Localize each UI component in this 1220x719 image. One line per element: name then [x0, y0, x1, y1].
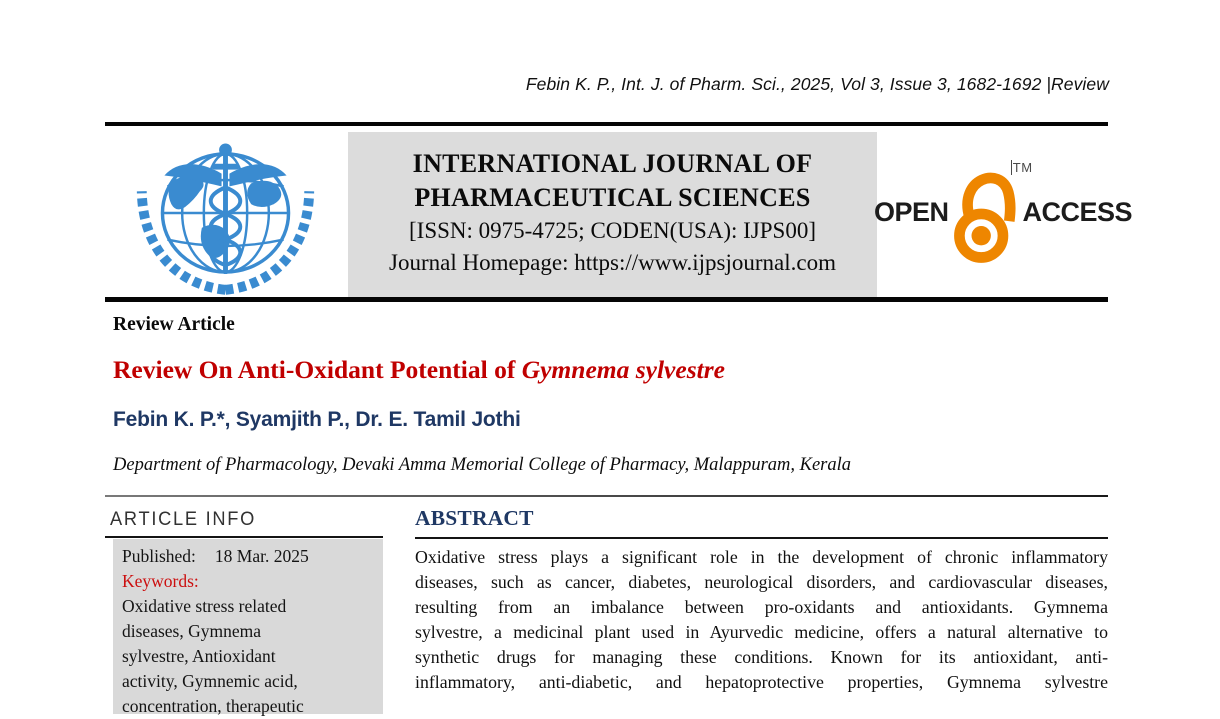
keywords-text — [122, 594, 375, 719]
abstract-underline — [415, 537, 1108, 539]
open-access-logo — [874, 160, 1133, 265]
abstract-line: sylvestre, a medicinal plant used in Ayurvedic medicine, offers a natural alternative to — [415, 622, 1108, 643]
who-globe-caduceus-icon — [127, 126, 324, 296]
keywords-line: Oxidative stress related — [122, 596, 287, 616]
journal-title-line1: INTERNATIONAL JOURNAL OF — [412, 149, 813, 178]
abstract-line: inflammatory, anti-diabetic, and hepatoprotective properties, Gymnema sylvestre — [415, 672, 1108, 693]
journal-title-line2: PHARMACEUTICAL SCIENCES — [414, 183, 811, 212]
abstract-line: resulting from an imbalance between pro-oxidants and antioxidants. Gymnema — [415, 597, 1108, 618]
keywords-line: sylvestre, Antioxidant — [122, 646, 276, 666]
abstract-heading: ABSTRACT — [415, 506, 534, 530]
section-divider-rule — [105, 495, 1108, 497]
article-info-box — [113, 539, 383, 714]
published-row — [122, 544, 375, 569]
journal-logo — [127, 126, 324, 296]
paper-title-main: Review On Anti-Oxidant Potential of — [113, 355, 522, 384]
article-info-heading: ARTICLE INFO — [110, 509, 257, 530]
open-access-lock-icon — [957, 160, 1033, 264]
masthead-bottom-rule — [105, 297, 1108, 302]
trademark-label: TM — [1012, 160, 1033, 175]
authors-line: Febin K. P.*, Syamjith P., Dr. E. Tamil Jothi — [113, 408, 521, 431]
published-date: 18 Mar. 2025 — [214, 546, 309, 566]
keywords-line: diseases, Gymnema — [122, 621, 261, 641]
journal-issn-line: [ISSN: 0975-4725; CODEN(USA): IJPS00] — [409, 218, 816, 243]
paper-title-species: Gymnema sylvestre — [521, 355, 725, 384]
paper-title — [113, 355, 725, 385]
article-type-label: Review Article — [113, 314, 235, 335]
running-head: Febin K. P., Int. J. of Pharm. Sci., 2025, Vol 3, Issue 3, 1682-1692 |Review — [525, 74, 1109, 94]
abstract-text — [415, 545, 1108, 696]
abstract-line: synthetic drugs for managing these conditions. Known for its antioxidant, anti- — [415, 647, 1108, 668]
affiliation-line: Department of Pharmacology, Devaki Amma Memorial College of Pharmacy, Malappuram, Kerala — [113, 455, 852, 475]
masthead-box — [348, 132, 877, 300]
abstract-line: diseases, such as cancer, diabetes, neurological disorders, and cardiovascular diseases, — [415, 572, 1108, 593]
keywords-line: concentration, therapeutic — [122, 696, 304, 716]
open-access-access-label: ACCESS — [1022, 197, 1133, 227]
keywords-line: activity, Gymnemic acid, — [122, 671, 298, 691]
article-info-underline — [105, 536, 383, 538]
open-access-open-label: OPEN — [874, 197, 949, 227]
journal-homepage-line: Journal Homepage: https://www.ijpsjournal.com — [389, 250, 836, 275]
abstract-line: Oxidative stress plays a significant role in the development of chronic inflammatory — [415, 547, 1108, 567]
keywords-label: Keywords: — [122, 571, 199, 591]
published-label: Published: — [122, 546, 196, 566]
